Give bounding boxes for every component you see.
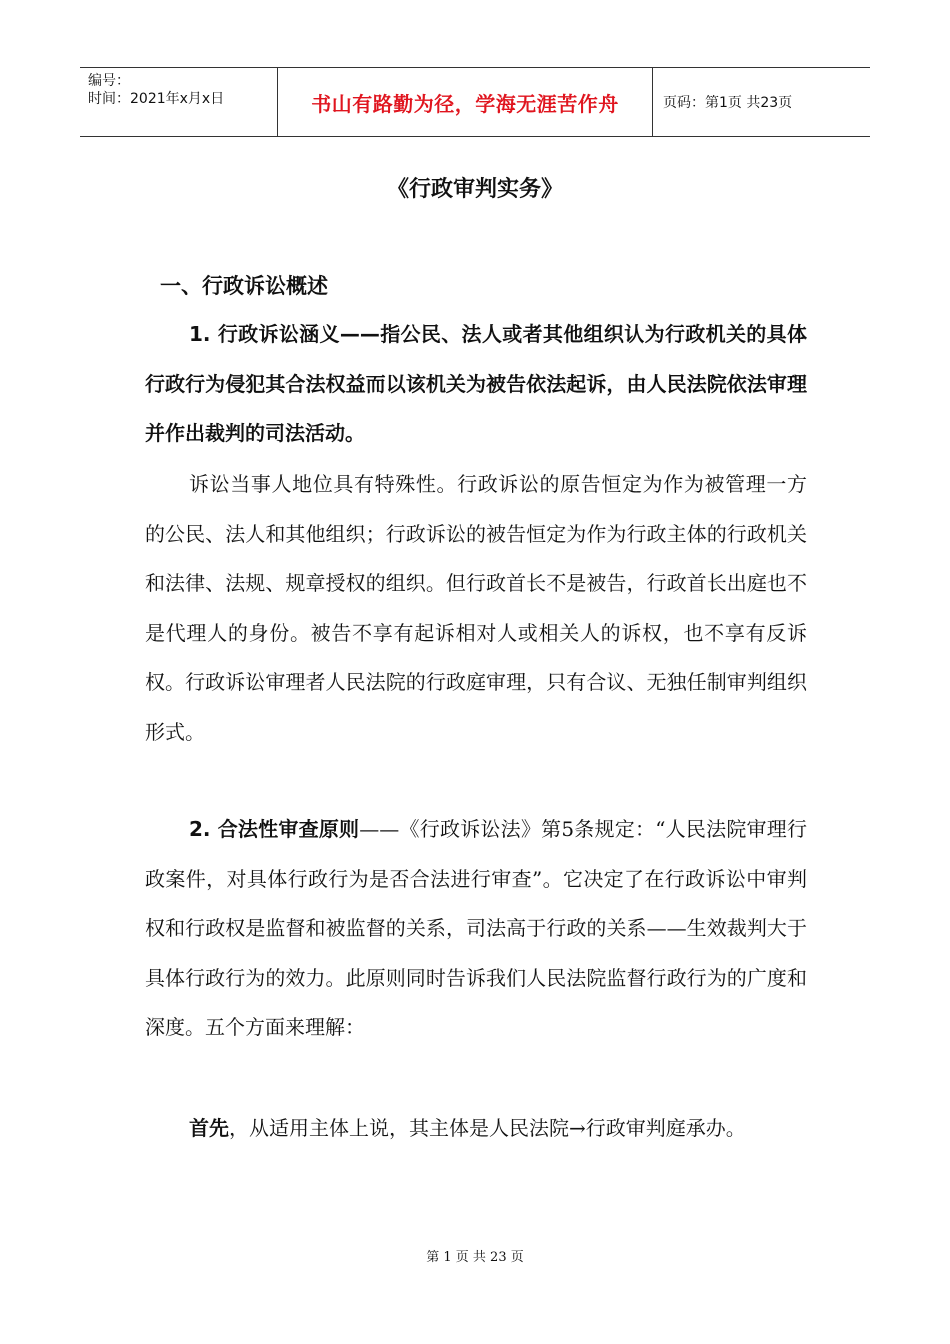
paragraph-parties: 诉讼当事人地位具有特殊性。行政诉讼的原告恒定为作为被管理一方的公民、法人和其他组织；行政诉讼的被告恒定为作为行政主体的行政机关和法律、法规、规章授权的组织。但行政首长不是被告，行政首长出庭也不是代理人的身份。被告不享有起诉相对人或相关人的诉权，也不享有反诉权。行政诉讼审理者人民法院的行政庭审理，只有合议、无独任制审判组织形式。 bbox=[145, 472, 807, 744]
header-motto: 书山有路勤为径，学海无涯苦作舟 bbox=[278, 68, 653, 136]
paragraph-first-point bbox=[145, 1104, 807, 1154]
page-footer: 第 1 页 共 23 页 bbox=[426, 1250, 524, 1265]
header-meta bbox=[80, 68, 278, 136]
paragraph-legality-review bbox=[145, 805, 807, 1053]
document-number-label: 编号： bbox=[88, 73, 130, 89]
paragraph-definition: 1. 行政诉讼涵义——指公民、法人或者其他组织认为行政机关的具体行政行为侵犯其合法权益而以该机关为被告依法起诉，由人民法院依法审理并作出裁判的司法活动。 bbox=[145, 322, 807, 445]
legality-review-heading: 2. 合法性审查原则 bbox=[189, 817, 360, 841]
header-page-label: 页码：第1页 共23页 bbox=[663, 95, 793, 111]
section-heading: 一、行政诉讼概述 bbox=[160, 274, 328, 298]
document-title: 《行政审判实务》 bbox=[386, 177, 563, 202]
first-point-heading: 首先 bbox=[189, 1116, 229, 1140]
page-header bbox=[80, 67, 870, 137]
legality-review-text: ——《行政诉讼法》第5条规定：“人民法院审理行政案件，对具体行政行为是否合法进行审查”。它决定了在行政诉讼中审判权和行政权是监督和被监督的关系，司法高于行政的关系——生效裁判大于具体行政行为的效力。此原则同时告诉我们人民法院监督行政行为的广度和深度。五个方面来理解： bbox=[145, 817, 807, 1039]
document-time-label: 时间：2021年x月x日 bbox=[88, 91, 225, 107]
first-point-text: ，从适用主体上说，其主体是人民法院→行政审判庭承办。 bbox=[229, 1116, 746, 1140]
